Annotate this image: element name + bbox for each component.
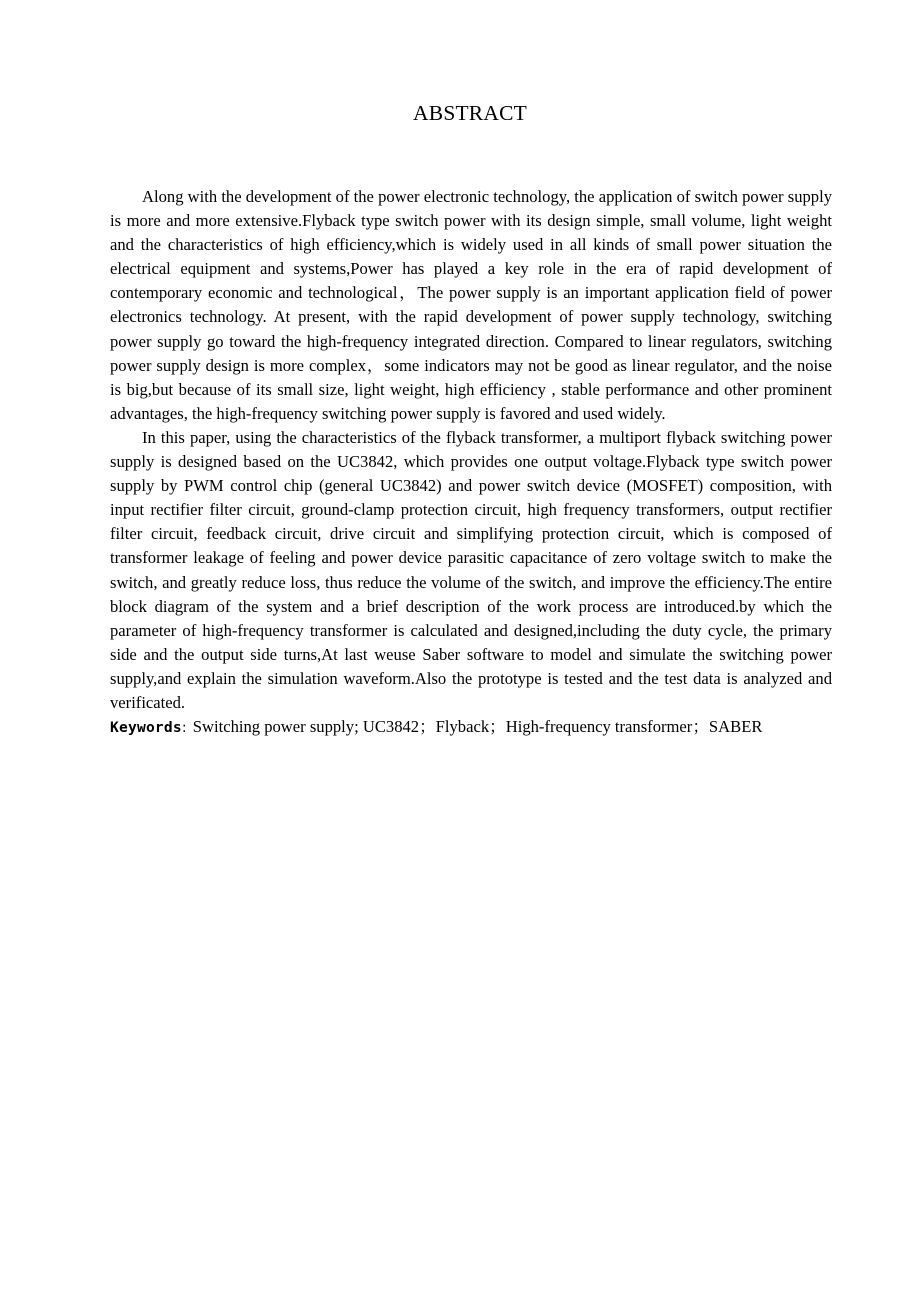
abstract-paragraph-2: In this paper, using the characteristics of the flyback transformer, a multiport flyback switching power supply is designed based on the UC3842, which provides one output voltage.Flyback type switch power supply by PWM control chip (general UC3842) and power switch device (MOSFET) composition, with input rectifier filter circuit, ground-clamp protection circuit, high frequency transformers, output rectifier filter circuit, feedback circuit, drive circuit and simplifying protection circuit, which is composed of transformer leakage of feeling and power device parasitic capacitance of zero voltage switch to make the switch, and greatly reduce loss, thus reduce the volume of the switch, and improve the efficiency.The entire block diagram of the system and a brief description of the work process are introduced.by which the parameter of high-frequency transformer is calculated and designed,including the duty cycle, the primary side and the output side turns,At last weuse Saber software to model and simulate the switching power supply,and explain the simulation waveform.Also the prototype is tested and the test data is analyzed and verificated. <box>110 427 832 712</box>
abstract-title: ABSTRACT <box>413 101 527 125</box>
abstract-body <box>110 185 832 740</box>
keywords-values: Switching power supply; UC3842；Flyback；High-frequency transformer；SABER <box>192 717 763 737</box>
keywords-line <box>110 715 832 740</box>
keywords-label: Keywords <box>110 719 182 737</box>
abstract-paragraph-1: Along with the development of the power electronic technology, the application of switch power supply is more and more extensive.Flyback type switch power with its design simple, small volume, light weight and the characteristics of high efficiency,which is widely used in all kinds of small power situation the electrical equipment and systems,Power has played a key role in the era of rapid development of contemporary economic and technological，The power supply is an important application field of power electronics technology. At present, with the rapid development of power supply technology, switching power supply go toward the high-frequency integrated direction. Compared to linear regulators, switching power supply design is more complex，some indicators may not be good as linear regulator, and the noise is big,but because of its small size, light weight, high efficiency , stable performance and other prominent advantages, the high-frequency switching power supply is favored and used widely. <box>110 187 832 423</box>
keywords-separator: : <box>181 720 187 737</box>
